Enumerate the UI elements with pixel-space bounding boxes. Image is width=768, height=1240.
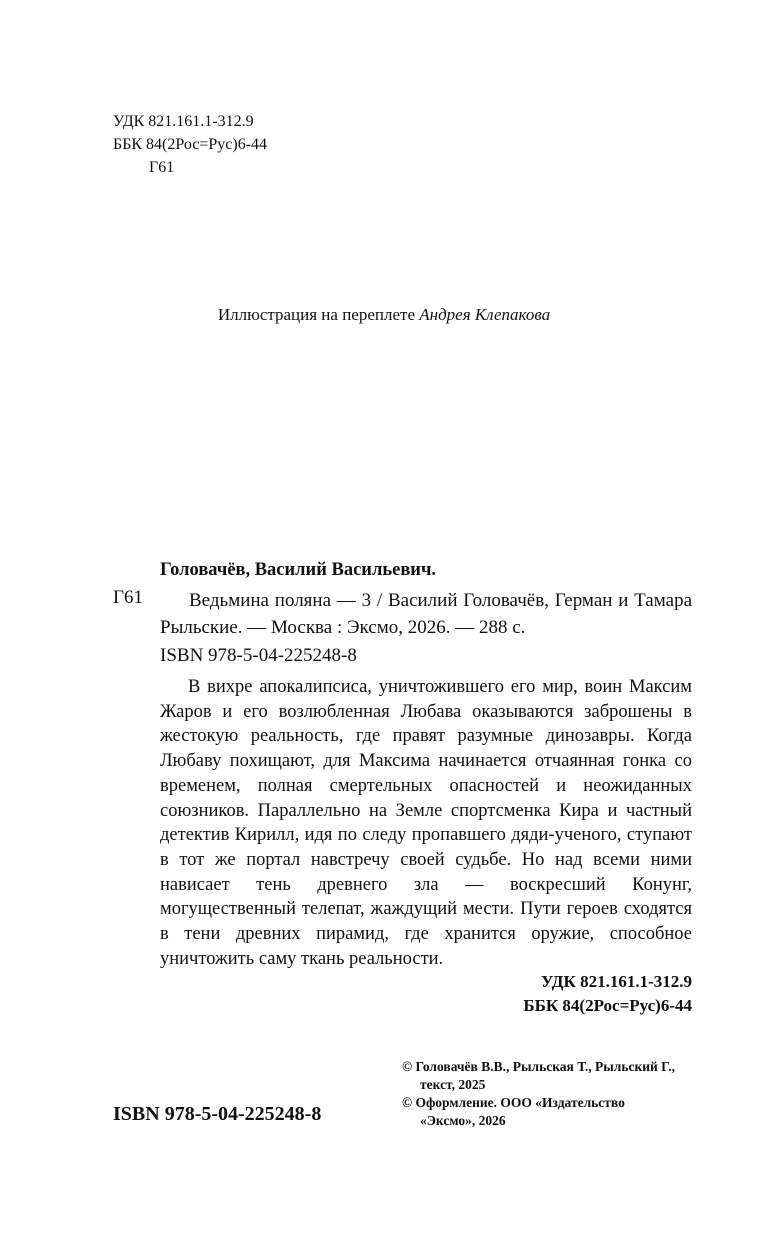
copyright-line-3: © Оформление. ООО «Издательство: [402, 1095, 625, 1110]
index-block: [523, 970, 692, 1018]
illustration-credit: [0, 305, 768, 325]
title-description: Ведьмина поляна — 3 / Василий Головачёв, Герман и Тамара Рыльские. — Москва : Эксмо, 2026. — 288 с.: [160, 590, 692, 638]
udk-code-bottom: УДК 821.161.1-312.9: [541, 972, 692, 991]
annotation: В вихре апокалипсиса, уничтожившего его мир, воин Максим Жаров и его возлюбленная Любава оказываются заброшены в жестокую реальность, где правят разумные динозавры. Когда Любаву похищают, для Максима начинается отчаянная гонка со временем, полная смертельных опасностей и неожиданных союзников. Параллельно на Земле спортсменка Кира и частный детектив Кирилл, идя по следу пропавшего дяди-ученого, ступают в тот же портал навстречу своей судьбе. Но над всеми ними нависает тень древнего зла — воскресший Конунг, могущественный телепат, жаждущий мести. Пути героев сходятся в тени древних пирамид, где хранится оружие, способное уничтожить саму ткань реальности.: [160, 677, 692, 969]
classification-block: [113, 110, 267, 179]
udk-code: УДК 821.161.1-312.9: [113, 113, 254, 130]
catalog-code: Г61: [113, 587, 143, 608]
copyright-line-4: «Эксмо», 2026: [420, 1113, 506, 1128]
catalog-isbn: ISBN 978-5-04-225248-8: [160, 645, 357, 666]
isbn-bottom: ISBN 978-5-04-225248-8: [113, 1103, 322, 1125]
copyright-line-2: текст, 2025: [420, 1077, 486, 1092]
copyright-line-1: © Головачёв В.В., Рыльская Т., Рыльский Г.,: [402, 1059, 675, 1074]
illustration-artist: Андрея Клепакова: [419, 305, 551, 324]
illustration-prefix: Иллюстрация на переплете: [217, 305, 420, 324]
author-heading: Головачёв, Василий Васильевич.: [160, 560, 437, 580]
bbk-code: ББК 84(2Рос=Рус)6-44: [113, 136, 268, 153]
bbk-code-bottom: ББК 84(2Рос=Рус)6-44: [523, 996, 692, 1015]
copyright-block: [402, 1058, 702, 1130]
author-code: Г61: [149, 159, 175, 176]
